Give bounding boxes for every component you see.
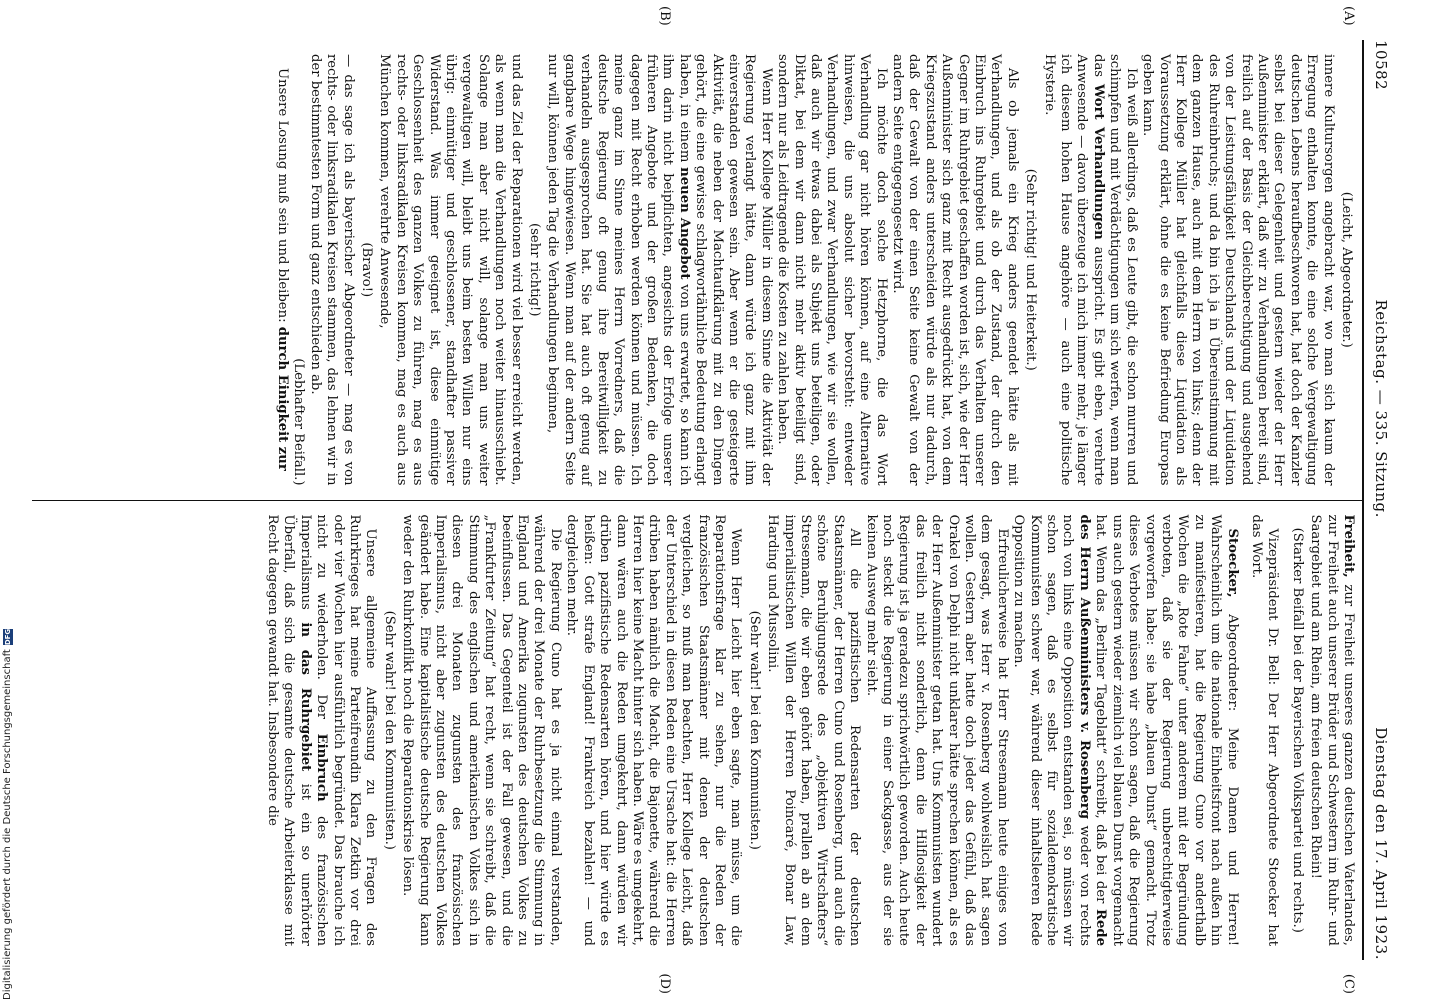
speaker-header: (Leicht, Abgeordneter.) (1339, 191, 1354, 348)
interjection: (Sehr richtig! und Heiterkeit.) (1023, 168, 1039, 371)
paragraph: — das sage ich als bayerischer Abgeordneter — mag es von rechts- oder linksradikalen Kreisen stammen, das lehnen wir in der bestimmtesten Form und ganz entschieden ab. (307, 54, 356, 486)
margin-marker-a: (A) (1341, 6, 1356, 26)
paragraph: All die pazifistischen Redensarten der deutschen Staatsmänner, der Herren Cuno und Rosenberg, und auch die schöne Beruhigungsrede des „objektiven Wirtschafters“ Stresemann, die wir eben gehört haben, prallen ab an dem imperialistischen Willen der Herren Poincaré, Bonar Law, Harding und Mussolini. (765, 514, 863, 946)
paragraph: Unsere allgemeine Auffassung zu den Fragen des Ruhrkrieges hat meine Parteifreundin Klara Zetkin vor drei oder vier Wochen hier ausführlich begründet. Das brauche ich nicht zu wiederholen. Der Einbruch des französischen Imperialismus in das Ruhrgebiet ist ein so unerhörter Überfall, daß sich die gesamte deutsche Arbeiterklasse mit Recht dagegen gewandt hat. Insbesondere die (265, 514, 379, 946)
paragraph: Ich möchte doch solche Hetzphorne, die das Wort Verhandlung gar nicht hören können, auf eine Alternative hinweisen, die uns absolut sicher bevorsteht: entweder Verhandlungen, und zwar Verhandlungen, wie wir sie wollen, daß auch wir etwas dabei als Subjekt uns beteiligen, oder Diktat, bei dem wir dann nicht mehr aktiv beteiligt sind, sondern nur als Leidtragende die Kosten zu zahlen haben. (775, 54, 889, 486)
paragraph: Wenn Herr Kollege Müller in diesem Sinne die Aktivität der Regierung verlangt hätte, dann würde ich ganz mit ihm einverstanden gewesen sein. Aber wenn er die gesteigerte Aktivität, die neben der Machtaufklärung mit zu den Dingen gehört, die eine gewisse schlagwortähnliche Bedeutung erlangt haben, in einem neuen Angebot von uns erwartet, so kann ich ihm darin nicht beipflichten, angesichts der Erfolge unserer früheren Angebote und der großen Bedenken, die doch dagegen mit Recht erhoben werden können und müssen. Ich meine ganz im Sinne meines Herrn Vorredners, daß die deutsche Regierung oft genug ihre Bereitwilligkeit zu verhandeln ausgesprochen hat. Sie hat auch oft genug auf gangbare Wege hingewiesen. Wenn man auf der andern Seite nur will, können jeden Tag die Verhandlungen beginnen, (545, 54, 774, 486)
paragraph: Stoecker, Abgeordneter: Meine Damen und Herren! Wahrscheinlich um die nationale Einheitsfront nach außen hin zu manifestieren, hat die Regierung Cuno vor anderthalb Wochen die „Rote Fahne“ unter anderem mit der Begründung verboten, daß sie der Regierung unberechtigterweise vorgeworfen habe: sie habe „blauen Dunst“ gemacht. Trotz dieses Verbotes müssen wir schon sagen, daß die Regierung uns auch gestern wieder ziemlich viel blauen Dunst vorgemacht hat. Wenn das „Berliner Tageblatt“ schreibt, daß bei der Rede des Herrn Außenministers v. Rosenberg weder von rechts noch von links eine Opposition entstanden sei, so müssen wir schon sagen, daß es selbst für sozialdemokratische Kommunisten schwer war, während dieser inhaltsleeren Rede Opposition zu machen. (1011, 514, 1240, 946)
paragraph: Die Regierung Cuno hat es ja nicht einmal verstanden, während der drei Monate der Ruhrbesetzung die Stimmung in England und Amerika zugunsten des deutschen Volkes zu beeinflussen. Das Gegenteil ist der Fall gewesen, und die „Frankfurter Zeitung“ hat recht, wenn sie schreibt, daß die Stimmung des englischen und amerikanischen Volkes sich in diesen drei Monaten zugunsten des französischen Imperialismus, nicht aber zugunsten des deutschen Volkes geändert habe. Eine kapitalistische deutsche Regierung kann weder den Ruhrkonflikt noch die Reparationskrise lösen. (400, 514, 563, 946)
margin-marker-b: (B) (657, 6, 672, 26)
page-body (32, 6, 1362, 994)
paragraph: Unsere Losung muß sein und bleiben: durch Einigkeit zur (275, 68, 290, 471)
paragraph: Wenn Herr Leicht hier eben sagte, man müsse, um die Reparationsfrage klar zu sehen, nur die Reden der französischen Staatsmänner mit denen der deutschen vergleichen, so muß man beachten, Herr Kollege Leicht, daß der Unterschied in diesen Reden eine Ursache hat: die Herren drüben haben nämlich die Macht, die Bajonette, während die Herren hier keine Macht hinter sich haben. Wäre es umgekehrt, dann wären auch die Reden umgekehrt, dann würden wir drüben pazifistische Redensarten hören, und hier würde es heißen: Gott strafe England! Frankreich bezahlen! — und dergleichen mehr. (564, 514, 744, 946)
left-column (32, 6, 1362, 501)
interjection: (sehr richtig!) (527, 222, 543, 317)
paragraph: Vizepräsident Dr. Bell: Der Herr Abgeordnete Stoecker hat das Wort. (1248, 514, 1281, 946)
dfg-logo-icon: DFG (3, 628, 12, 646)
session-date: Dienstag den 17. April 1923. (1372, 727, 1390, 960)
page-number: 10582 (1372, 40, 1390, 91)
page-header (1362, 40, 1390, 960)
right-column (32, 501, 1362, 994)
paragraph: Freiheit, zur Freiheit unseres ganzen deutschen Vaterlandes, zur Freiheit auch unserer Brüder und Schwestern im Ruhr- und Saargebiet und am Rhein, am freien deutschen Rhein! (1308, 514, 1356, 946)
interjection: (Starker Beifall bei der Bayerischen Volkspartei und rechts.) (1289, 527, 1305, 933)
margin-marker-c: (C) (1341, 973, 1356, 994)
paragraph: innere Kultursorgen angebracht war, wo man sich kaum der Erregung enthalten konnte, die eine solche Vergewaltigung deutschen Lebens heraufbeschworen hat, hat doch der Kanzler selbst bei dieser Gelegenheit und gestern wieder der Herr Außenminister erklärt, daß wir zu Verhandlungen bereit sind, freilich auf der Basis der Gleichberechtigung und ausgehend von der Leistungsfähigkeit Deutschlands und der Liquidation des Ruhreinbruchs; und da bin ich ja in Übereinstimmung mit dem ganzen Hause, auch mit dem Herrn von links; denn der Herr Kollege Müller hat gleichfalls diese Liquidation als Voraussetzung erklärt, ohne die es keine Befriedung Europas geben kann. (1140, 54, 1336, 486)
margin-marker-d: (D) (657, 973, 672, 994)
paragraph: und das Ziel der Reparationen wird viel besser erreicht werden, als wenn man die Verhandlungen noch weiter hinausschiebt. Solange man aber nicht will, solange man uns weiter vergewaltigen will, bleibt uns beim besten Willen nur eins übrig: einmütiger und geschlossener, standhafter passiver Widerstand. Was immer geeignet ist, diese einmütige Geschlossenheit des ganzen Volkes zu führen, mag es aus rechts- oder linksradikalen Kreisen kommen, mag es auch aus München kommen, verehrte Anwesende, (377, 54, 524, 486)
interjection: (Sehr wahr! bei den Kommunisten.) (381, 610, 397, 850)
paragraph: Ich weiß allerdings, daß es Leute gibt, die schon murren und schimpfen und mit Verdächtigungen um sich werfen, wenn man das Wort Verhandlungen ausspricht. Es gibt eben, verehrte Anwesende — davon überzeuge ich mich immer mehr, je länger ich diesem hohen Hause angehöre — auch eine politische Hysterie. (1041, 54, 1139, 486)
interjection: (Bravo!) (359, 242, 375, 298)
funding-note-text: Digitalisierung gefördert durch die Deutsche Forschungsgemeinschaft (2, 649, 13, 1000)
paragraph: Erfreulicherweise hat Herr Stresemann heute einiges von dem gesagt, was Herr v. Rosenberg wohlweislich hat sagen wollen. Gestern aber hatte doch jeder das Gefühl, daß das Orakel von Delphi nicht unklarer hätte sprechen können, als es der Herr Außenminister getan hat. Uns Kommunisten wundert das freilich nicht sonderlich, denn die Hilflosigkeit der Regierung ist ja geradezu sprichwörtlich geworden. Auch heute noch steckt die Regierung in einer Sackgasse, aus der sie keinen Ausweg mehr sieht. (863, 514, 1010, 946)
rotated-page (10, 0, 1390, 1000)
interjection: (Lebhafter Beifall.) (291, 358, 307, 486)
session-title: Reichstag. — 335. Sitzung. (1372, 299, 1390, 518)
interjection: (Sehr wahr! bei den Kommunisten.) (746, 610, 762, 850)
paragraph: Als ob jemals ein Krieg anders geendet hätte als mit Verhandlungen, und als ob der Zustand, der durch den Einbruch ins Ruhrgebiet und durch das Verhalten unserer Gegner im Ruhrgebiet geschaffen worden ist, sich, wie der Herr Außenminister sich ganz mit Recht ausgedrückt hat, von dem Kriegszustand anders unterscheiden würde als nur dadurch, daß der Gewalt von der einen Seite keine Gewalt von der andern Seite entgegengesetzt wird. (890, 54, 1020, 486)
